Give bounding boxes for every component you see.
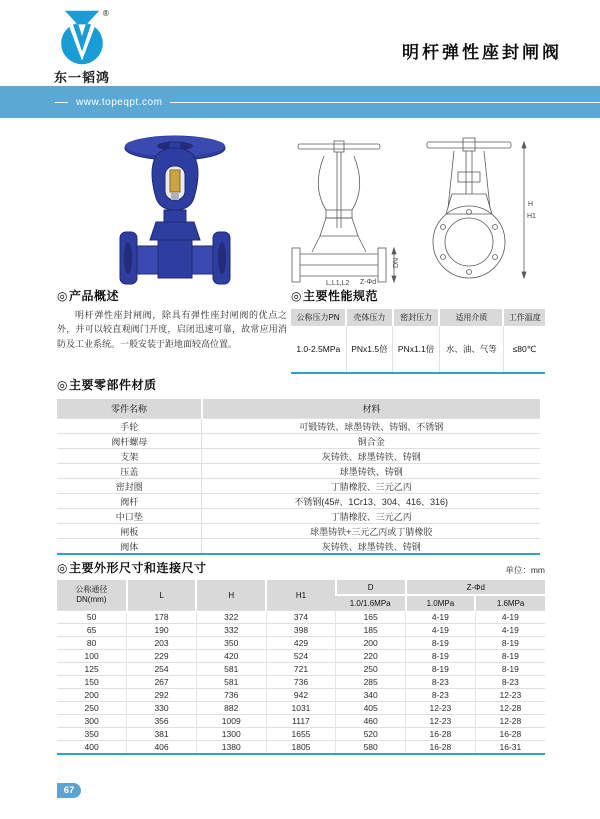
- performance-section: [291, 287, 545, 374]
- table-cell: 350: [57, 728, 127, 741]
- table-cell: 中口垫: [57, 509, 202, 524]
- table-cell: PNx1.5倍: [346, 326, 393, 373]
- figures-row: [0, 118, 600, 288]
- table-cell: 8-19: [475, 637, 545, 650]
- table-row: [57, 509, 540, 524]
- table-cell: 300: [57, 715, 127, 728]
- table-cell: 580: [336, 741, 406, 755]
- table-cell: 721: [266, 663, 336, 676]
- overview-title: 产品概述: [68, 289, 119, 303]
- table-cell: 1655: [266, 728, 336, 741]
- table-cell: 压盖: [57, 464, 202, 479]
- table-cell: 16-28: [406, 728, 476, 741]
- materials-title: 主要零部件材质: [68, 378, 157, 392]
- section-bullet-icon: ◎: [57, 561, 68, 575]
- table-cell: 1031: [266, 702, 336, 715]
- table-row: [57, 419, 540, 434]
- performance-title: 主要性能规范: [302, 289, 378, 303]
- table-row: [57, 624, 545, 637]
- table-cell: 340: [336, 689, 406, 702]
- dn-dimension-label: DN: [393, 257, 400, 268]
- table-cell: 178: [127, 611, 197, 624]
- table-cell: 8-19: [406, 637, 476, 650]
- table-header-row: [291, 309, 545, 326]
- table-cell: 12-23: [406, 702, 476, 715]
- table-row: [57, 728, 545, 741]
- table-cell: 400: [57, 741, 127, 755]
- table-row: [291, 326, 545, 373]
- overview-section: [57, 287, 287, 351]
- table-cell: 429: [266, 637, 336, 650]
- table-cell: 水、油、气等: [439, 326, 503, 373]
- table-cell: 406: [127, 741, 197, 755]
- column-subheader: 1.6MPa: [475, 595, 545, 611]
- column-header: 零件名称: [57, 399, 202, 419]
- unit-note: 单位：mm: [505, 565, 545, 575]
- table-cell: 8-23: [406, 689, 476, 702]
- table-row: [57, 650, 545, 663]
- table-cell: 524: [266, 650, 336, 663]
- column-header: 适用介质: [439, 309, 503, 326]
- table-cell: 581: [196, 663, 266, 676]
- registered-trademark-icon: ®: [102, 9, 109, 19]
- valve-front-drawing: [402, 132, 542, 286]
- table-cell: 736: [196, 689, 266, 702]
- page-number-badge: 67: [57, 783, 81, 798]
- table-cell: ≤80℃: [503, 326, 545, 373]
- dimensions-heading: [57, 559, 207, 576]
- column-header: [57, 580, 127, 611]
- table-cell: 8-19: [406, 663, 476, 676]
- table-cell: 16-28: [475, 728, 545, 741]
- table-cell: 闸板: [57, 524, 202, 539]
- table-cell: 4-19: [406, 624, 476, 637]
- overview-text: 明杆弹性座封闸阀，除具有弹性座封闸阀的优点之外，并可以较直观阀门开度，启闭迅速可靠，故常应用消防及工业系统。一般安装于距地面较高位置。: [57, 310, 287, 349]
- logo-text: 东一韬鸿: [53, 70, 110, 85]
- column-header: 壳体压力: [346, 309, 393, 326]
- table-cell: 254: [127, 663, 197, 676]
- column-header: 材料: [202, 399, 540, 419]
- table-cell: 200: [57, 689, 127, 702]
- logo-icon: [53, 8, 111, 66]
- table-cell: 356: [127, 715, 197, 728]
- company-logo: [42, 8, 122, 86]
- materials-section: [57, 376, 540, 555]
- table-row: [57, 539, 540, 555]
- column-header: L: [127, 580, 197, 611]
- dn-header-line2: DN(mm): [76, 595, 107, 604]
- table-cell: 50: [57, 611, 127, 624]
- table-cell: 250: [57, 702, 127, 715]
- table-cell: 330: [127, 702, 197, 715]
- table-row: [57, 494, 540, 509]
- table-cell: 405: [336, 702, 406, 715]
- column-subheader: 1.0MPa: [406, 595, 476, 611]
- table-cell: 12-23: [406, 715, 476, 728]
- column-header: H1: [266, 580, 336, 611]
- page-title: 明杆弹性座封闸阀: [402, 43, 562, 62]
- table-cell: 铜合金: [202, 434, 540, 449]
- table-cell: 12-23: [475, 689, 545, 702]
- table-cell: 8-19: [475, 663, 545, 676]
- column-header: H: [196, 580, 266, 611]
- website-url: www.topeqpt.com: [76, 96, 163, 108]
- table-cell: 1.0-2.5MPa: [296, 344, 341, 354]
- table-cell: 350: [196, 637, 266, 650]
- table-row: [57, 702, 545, 715]
- performance-table: [291, 309, 545, 374]
- table-cell: 460: [336, 715, 406, 728]
- table-cell: 16-28: [406, 741, 476, 755]
- table-row: [57, 741, 545, 755]
- table-row: [57, 524, 540, 539]
- dimensions-heading-row: [57, 559, 545, 576]
- materials-table-head: [57, 399, 540, 419]
- table-cell: 520: [336, 728, 406, 741]
- column-header: 工作温度: [503, 309, 545, 326]
- table-cell: 阀体: [57, 539, 202, 555]
- table-cell: 381: [127, 728, 197, 741]
- gate-valve-photo: [112, 128, 240, 286]
- dimensions-table: [57, 580, 545, 755]
- table-cell: 12-28: [475, 715, 545, 728]
- table-cell: 球墨铸铁+三元乙丙或丁腈橡胶: [202, 524, 540, 539]
- table-cell: 250: [336, 663, 406, 676]
- table-cell: 4-19: [475, 624, 545, 637]
- table-row: [57, 449, 540, 464]
- table-cell: 可锻铸铁、球墨铸铁、铸钢、不锈钢: [202, 419, 540, 434]
- table-cell: 165: [336, 611, 406, 624]
- table-row: [57, 637, 545, 650]
- table-row: [57, 479, 540, 494]
- overview-heading: [57, 287, 287, 304]
- table-cell: 阀杆螺母: [57, 434, 202, 449]
- table-cell: 332: [196, 624, 266, 637]
- table-cell: 灰铸铁、球墨铸铁、铸钢: [202, 539, 540, 555]
- table-row: [57, 715, 545, 728]
- table-row: [57, 434, 540, 449]
- table-cell: 150: [57, 676, 127, 689]
- table-cell: 125: [57, 663, 127, 676]
- table-cell: 8-23: [406, 676, 476, 689]
- band-rule-left: [55, 102, 68, 103]
- table-cell: 手轮: [57, 419, 202, 434]
- table-cell: 4-19: [475, 611, 545, 624]
- table-cell: 16-31: [475, 741, 545, 755]
- table-cell: 12-28: [475, 702, 545, 715]
- table-cell: 398: [266, 624, 336, 637]
- table-cell: 203: [127, 637, 197, 650]
- table-cell: 阀杆: [57, 494, 202, 509]
- table-cell: 密封圈: [57, 479, 202, 494]
- table-cell: 736: [266, 676, 336, 689]
- table-cell: 1117: [266, 715, 336, 728]
- table-cell: 球墨铸铁、铸钢: [202, 464, 540, 479]
- table-cell: 1009: [196, 715, 266, 728]
- table-cell: 185: [336, 624, 406, 637]
- table-cell: 1300: [196, 728, 266, 741]
- column-header: 密封压力: [393, 309, 440, 326]
- table-cell: 267: [127, 676, 197, 689]
- dimensions-table-head: [57, 580, 545, 611]
- table-cell: 322: [196, 611, 266, 624]
- column-header: Z-Φd: [406, 580, 545, 595]
- table-cell: 灰铸铁、球墨铸铁、铸钢: [202, 449, 540, 464]
- section-bullet-icon: ◎: [57, 289, 68, 303]
- table-cell: 1805: [266, 741, 336, 755]
- section-bullet-icon: ◎: [291, 289, 302, 303]
- performance-table-body: [291, 326, 545, 373]
- table-cell: PNx1.1倍: [393, 326, 440, 373]
- section-bullet-icon: ◎: [57, 378, 68, 392]
- table-cell: 374: [266, 611, 336, 624]
- table-cell: 292: [127, 689, 197, 702]
- zd-dimension-label: Z-Φd: [360, 279, 377, 286]
- column-subheader: 1.0/1.6MPa: [336, 595, 406, 611]
- table-cell: 丁腈橡胶、三元乙丙: [202, 509, 540, 524]
- table-cell: 4-19: [406, 611, 476, 624]
- table-header-row: [57, 580, 545, 595]
- table-cell: 100: [57, 650, 127, 663]
- website-band: [0, 86, 600, 118]
- table-row: [57, 611, 545, 624]
- table-cell: 不锈钢(45#、1Cr13、304、416、316): [202, 494, 540, 509]
- materials-heading: [57, 376, 540, 393]
- page-header: [0, 0, 600, 86]
- table-cell: 80: [57, 637, 127, 650]
- performance-table-head: [291, 309, 545, 326]
- l-dimension-label: L,L1,L2: [326, 280, 350, 286]
- table-cell: 65: [57, 624, 127, 637]
- dimensions-section: [57, 559, 545, 755]
- table-cell: 200: [336, 637, 406, 650]
- materials-table-body: [57, 419, 540, 555]
- table-header-row: [57, 399, 540, 419]
- h-dimension-label: H: [528, 201, 534, 208]
- table-cell: 882: [196, 702, 266, 715]
- table-cell: 420: [196, 650, 266, 663]
- table-cell: 285: [336, 676, 406, 689]
- table-cell: 8-23: [475, 676, 545, 689]
- table-cell: 229: [127, 650, 197, 663]
- dimensions-title: 主要外形尺寸和连接尺寸: [68, 561, 207, 575]
- table-cell: 942: [266, 689, 336, 702]
- column-header: D: [336, 580, 406, 595]
- table-cell: 8-19: [406, 650, 476, 663]
- table-row: [57, 663, 545, 676]
- table-cell: 支架: [57, 449, 202, 464]
- column-header: 公称压力PN: [291, 309, 346, 326]
- table-cell: 1380: [196, 741, 266, 755]
- dn-header-line1: 公称通径: [75, 585, 108, 595]
- dimensions-table-body: [57, 611, 545, 755]
- table-cell: 190: [127, 624, 197, 637]
- performance-heading: [291, 287, 545, 304]
- materials-table: [57, 399, 540, 555]
- table-cell: 220: [336, 650, 406, 663]
- h1-dimension-label: H1: [527, 213, 536, 220]
- table-cell: 581: [196, 676, 266, 689]
- table-row: [57, 464, 540, 479]
- table-row: [57, 689, 545, 702]
- table-cell: 8-19: [475, 650, 545, 663]
- table-row: [57, 676, 545, 689]
- band-rule-right: [170, 102, 600, 103]
- table-cell: 丁腈橡胶、三元乙丙: [202, 479, 540, 494]
